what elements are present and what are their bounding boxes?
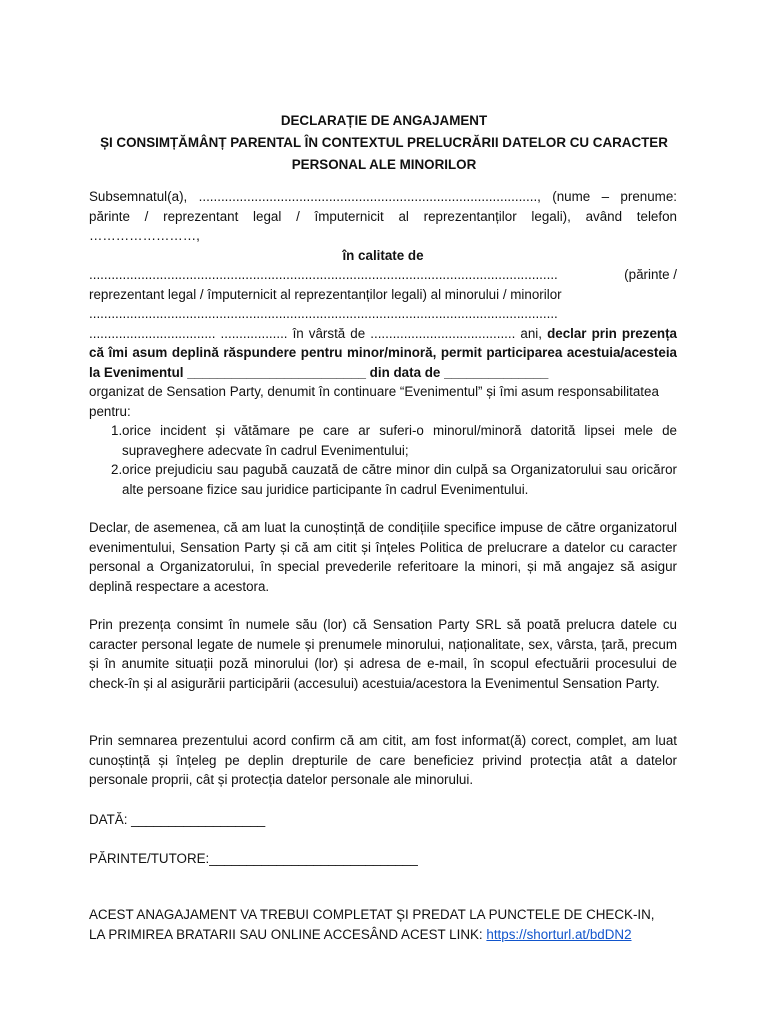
declare-bold: declar prin prezența că îmi asum deplină răspundere pentru minor/minoră, permit participarea acestuia/acesteia la Evenimentul ________________________ din data de ______________	[89, 325, 677, 380]
checkin-link[interactable]: https://shorturl.at/bdDN2	[486, 926, 632, 942]
age-text: .................................. .................. în vârstă de ....................................... ani,	[89, 325, 542, 341]
footer-line-2-text: LA PRIMIREA BRATARII SAU ONLINE ACCESÂND ACEST LINK:	[89, 926, 483, 942]
title-line-3: PERSONAL ALE MINORILOR	[291, 157, 477, 172]
capacity-dots: ..............................................................................................................................	[89, 267, 558, 282]
document-title	[80, 110, 688, 176]
capacity-line-2: reprezentant legal / împuternicit al reprezentanților legali) al minorului / minorilor	[89, 286, 562, 302]
intro-paragraph: Subsemnatul(a), ..........................................................................................., (nume – prenume: părinte / reprezentant legal / împuternicit al reprezentanților legali), având telefon ……………………,	[89, 189, 677, 243]
list-number: 2.	[111, 462, 123, 477]
consent-text: Prin prezența consimt în numele său (lor) că Sensation Party SRL să poată prelucra datele cu caracter personal legate de numele și prenumele minorului, naționalitate, sex, vârsta, țară, precum și în anumite situații poză minorului (lor) și adresa de e-mail, în scopul efectuării procesului de check-în și al asigurării participării (accesului) acestuia/acestora la Evenimentul Sensation Party.	[89, 617, 677, 691]
organized-text: organizat de Sensation Party, denumit în continuare “Evenimentul” și îmi asum responsabilitatea pentru:	[89, 384, 659, 419]
list-text: orice incident și vătămare pe care ar suferi-o minorul/minoră datorită lipsei mele de supraveghere adecvate în cadrul Evenimentului;	[122, 423, 677, 458]
footer-instructions	[89, 905, 689, 944]
title-line-1: DECLARAȚIE DE ANGAJAMENT	[280, 113, 488, 128]
declaration-body	[89, 187, 677, 499]
footer-line-1: ACEST ANAGAJAMENT VA TREBUI COMPLETAT ȘI PREDAT LA PUNCTELE DE CHECK-IN,	[89, 907, 655, 922]
date-field[interactable]: DATĂ: __________________	[89, 812, 266, 827]
capacity-line-1	[89, 265, 677, 285]
responsibility-list	[89, 421, 677, 499]
capacity-tail: (părinte /	[624, 267, 677, 282]
capacity-heading: în calitate de	[342, 247, 424, 263]
list-item	[89, 460, 677, 499]
title-line-2: ȘI CONSIMȚĂMÂNȚ PARENTAL ÎN CONTEXTUL PRELUCRĂRII DATELOR CU CARACTER	[100, 135, 668, 150]
paragraph-confirmation	[89, 731, 677, 790]
parent-signature-field[interactable]: PĂRINTE/TUTORE:____________________________	[89, 851, 418, 866]
paragraph-conditions	[89, 518, 677, 596]
paragraph-consent	[89, 615, 677, 693]
capacity-line-3: ..............................................................................................................................	[89, 306, 558, 321]
confirmation-text: Prin semnarea prezentului acord confirm că am citit, am fost informat(ă) corect, complet, am luat cunoștință și înțeleg pe deplin drepturile de care beneficiez privind protecția atât a datelor personale proprii, cât și protecția datelor personale ale minorului.	[89, 733, 677, 787]
list-text: orice prejudiciu sau pagubă cauzată de către minor din culpă sa Organizatorului sau oricăror alte persoane fizice sau juridice participante în cadrul Evenimentului.	[122, 462, 677, 497]
list-item	[89, 421, 677, 460]
list-number: 1.	[111, 423, 123, 438]
conditions-text: Declar, de asemenea, că am luat la cunoștință de condițiile specifice impuse de către organizatorul evenimentului, Sensation Party și că am citit și înțeles Politica de prelucrare a datelor cu caracter personal a Organizatorului, în special prevederile referitoare la minori, și mă angajez să asigur deplină respectare a acestora.	[89, 520, 677, 594]
declare-paragraph	[89, 324, 677, 383]
footer-line-2	[89, 925, 689, 945]
